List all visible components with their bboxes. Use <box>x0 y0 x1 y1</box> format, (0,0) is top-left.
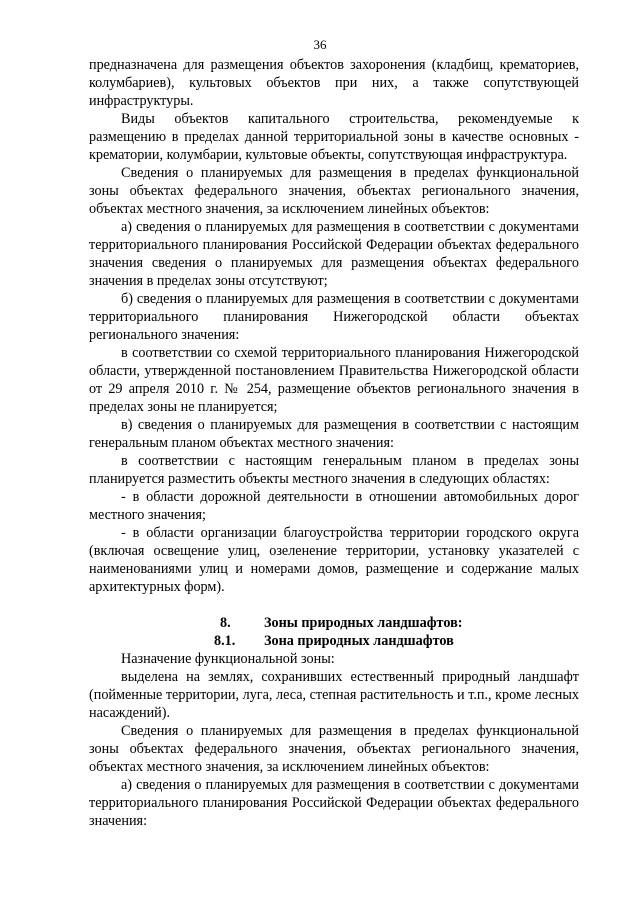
list-item-a: а) сведения о планируемых для размещения в соответствии с документами территориального планирования Российской Федерации объектах федерального значения: <box>89 777 579 829</box>
paragraph: выделена на землях, сохранивших естественный природный ландшафт (пойменные территории, луга, леса, степная растительность и т.п., кроме лесных насаждений). <box>89 669 579 721</box>
section-heading-8 <box>89 614 579 632</box>
paragraph: Назначение функциональной зоны: <box>121 651 335 667</box>
subsection-number: 8.1. <box>214 633 236 649</box>
page-number: 36 <box>313 37 327 52</box>
paragraph: Сведения о планируемых для размещения в пределах функциональной зоны объектах федерального значения, объектах регионального значения, объектах местного значения, за исключением линейных объектов: <box>89 723 579 775</box>
paragraph: Сведения о планируемых для размещения в пределах функциональной зоны объектах федерального значения, объектах регионального значения, объектах местного значения, за исключением линейных объектов: <box>89 165 579 217</box>
section-title: Зоны природных ландшафтов: <box>264 615 463 631</box>
list-item-c: в) сведения о планируемых для размещения в соответствии с настоящим генеральным планом объектах местного значения: <box>89 417 579 451</box>
subsection-heading-8-1 <box>89 632 579 650</box>
document-body <box>89 56 579 830</box>
paragraph: в соответствии со схемой территориального планирования Нижегородской области, утвержденной постановлением Правительства Нижегородской области от 29 апреля 2010 г. № 254, размещение объектов регионального значения в пределах зоны не планируется; <box>89 345 579 415</box>
section-gap <box>89 596 579 614</box>
dash-item: - в области организации благоустройства территории городского округа (включая освещение улиц, озеленение территории, установку указателей с наименованиями улиц и номерами домов, размещение и содержание малых архитектурных форм). <box>89 525 579 595</box>
section-number: 8. <box>220 615 231 631</box>
paragraph: предназначена для размещения объектов захоронения (кладбищ, крематориев, колумбариев), культовых объектов при них, а также сопутствующей инфраструктуры. <box>89 57 579 109</box>
paragraph: Виды объектов капитального строительства, рекомендуемые к размещению в пределах данной территориальной зоны в качестве основных - крематории, колумбарии, культовые объекты, сопутствующая инфраструктура. <box>89 111 579 163</box>
dash-item: - в области дорожной деятельности в отношении автомобильных дорог местного значения; <box>89 489 579 523</box>
subsection-title: Зона природных ландшафтов <box>264 633 454 649</box>
list-item-a: а) сведения о планируемых для размещения в соответствии с документами территориального планирования Российской Федерации объектах федерального значения сведения о планируемых для размещения объектах федерального значения в пределах зоны отсутствуют; <box>89 219 579 289</box>
paragraph: в соответствии с настоящим генеральным планом в пределах зоны планируется разместить объекты местного значения в следующих областях: <box>89 453 579 487</box>
list-item-b: б) сведения о планируемых для размещения в соответствии с документами территориального планирования Нижегородской области объектах регионального значения: <box>89 291 579 343</box>
